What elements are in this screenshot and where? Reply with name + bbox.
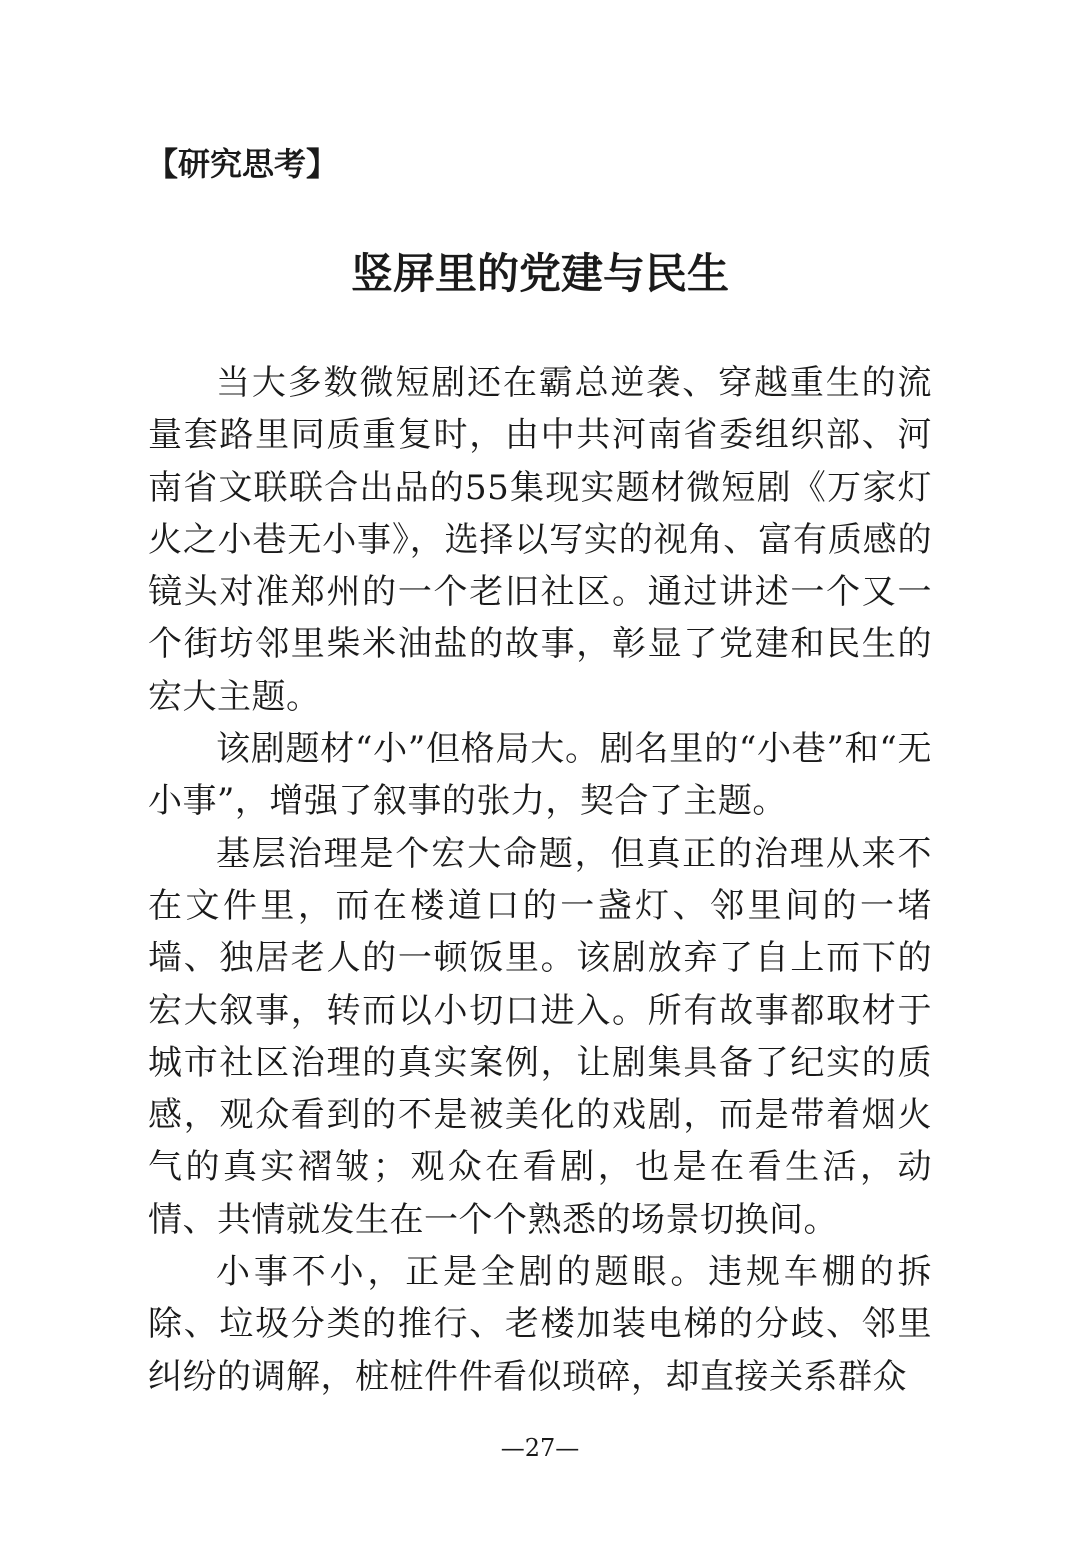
page-number: —27— bbox=[500, 1434, 580, 1462]
paragraph: 该剧题材“小”但格局大。剧名里的“小巷”和“无小事”，增强了叙事的张力，契合了主题。 bbox=[148, 729, 932, 822]
paragraph: 基层治理是个宏大命题，但真正的治理从来不在文件里，而在楼道口的一盏灯、邻里间的一堵墙、独居老人的一顿饭里。该剧放弃了自上而下的宏大叙事，转而以小切口进入。所有故事都取材于城市社区治理的真实案例，让剧集具备了纪实的质感，观众看到的不是被美化的戏剧，而是带着烟火气的真实褶皱；观众在看剧，也是在看生活，动情、共情就发生在一个个熟悉的场景切换间。 bbox=[148, 833, 932, 1240]
paragraph: 当大多数微短剧还在霸总逆袭、穿越重生的流量套路里同质重复时，由中共河南省委组织部、河南省文联联合出品的55集现实题材微短剧《万家灯火之小巷无小事》，选择以写实的视角、富有质感的镜头对准郑州的一个老旧社区。通过讲述一个又一个街坊邻里柴米油盐的故事，彰显了党建和民生的宏大主题。 bbox=[148, 363, 932, 717]
article-title: 竖屏里的党建与民生 bbox=[350, 249, 729, 298]
article-body bbox=[148, 357, 932, 1403]
paragraph: 小事不小，正是全剧的题眼。违规车棚的拆除、垃圾分类的推行、老楼加装电梯的分歧、邻里纠纷的调解，桩桩件件看似琐碎，却直接关系群众 bbox=[148, 1252, 932, 1397]
section-tag: 【研究思考】 bbox=[146, 145, 339, 183]
